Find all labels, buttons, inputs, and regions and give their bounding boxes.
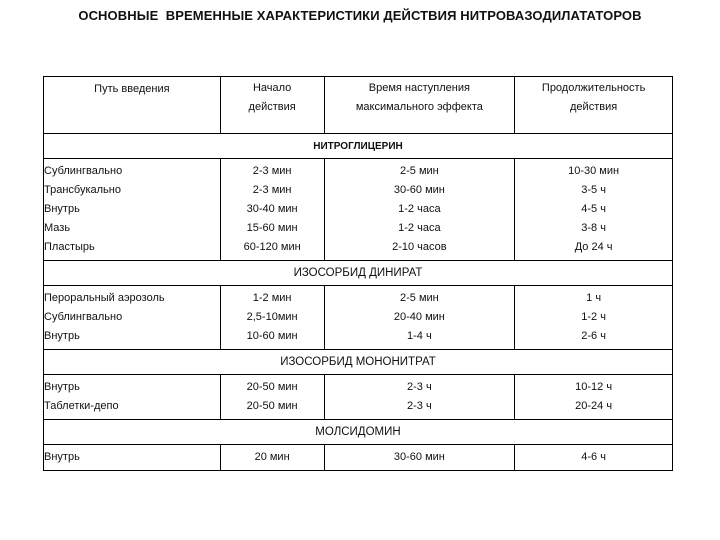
header-onset: [220, 77, 324, 134]
section-row-nitroglycerin: [44, 134, 673, 159]
section-row-isosorbide-mononitrate: [44, 350, 673, 375]
peak-value: 2-5 мин: [399, 292, 439, 304]
onset-value: 2-3 мин: [252, 165, 292, 177]
route-cell: [44, 159, 221, 261]
section-data-nitroglycerin: [44, 159, 673, 261]
onset-cell: [220, 375, 324, 420]
route-value: Мазь: [44, 222, 71, 234]
route-value: Внутрь: [44, 381, 80, 393]
onset-cell: [220, 286, 324, 350]
peak-value: 30-60 мин: [393, 451, 445, 463]
duration-value: 3-8 ч: [581, 222, 606, 234]
section-row-isosorbide-dinitrate: [44, 261, 673, 286]
duration-value: 4-5 ч: [581, 203, 606, 215]
onset-value: 20-50 мин: [246, 400, 298, 412]
peak-value: 2-3 ч: [407, 381, 432, 393]
duration-cell: [515, 445, 673, 471]
peak-value: 2-3 ч: [407, 400, 432, 412]
page-title: ОСНОВНЫЕ ВРЕМЕННЫЕ ХАРАКТЕРИСТИКИ ДЕЙСТВИЯ НИТРОВАЗОДИЛАТАТОРОВ: [78, 8, 642, 23]
section-data-isosorbide-dinitrate: [44, 286, 673, 350]
section-row-molsidomine: [44, 420, 673, 445]
header-duration: [515, 77, 673, 134]
onset-value: 1-2 мин: [252, 292, 292, 304]
onset-value: 30-40 мин: [246, 203, 298, 215]
section-title: МОЛСИДОМИН: [44, 420, 673, 445]
duration-cell: [515, 159, 673, 261]
duration-value: 20-24 ч: [575, 400, 613, 412]
table-header-row: [44, 77, 673, 134]
peak-cell: [324, 445, 515, 471]
peak-value: 2-10 часов: [392, 241, 447, 253]
route-cell: [44, 286, 221, 350]
peak-value: 1-4 ч: [407, 330, 432, 342]
section-title: НИТРОГЛИЦЕРИН: [44, 134, 673, 159]
section-title: ИЗОСОРБИД МОНОНИТРАТ: [44, 350, 673, 375]
duration-value: 10-12 ч: [575, 381, 613, 393]
section-data-molsidomine: [44, 445, 673, 471]
peak-value: 20-40 мин: [393, 311, 445, 323]
duration-value: 2-6 ч: [581, 330, 606, 342]
route-value: Сублингвально: [44, 165, 123, 177]
onset-value: 20 мин: [254, 451, 290, 463]
duration-value: 4-6 ч: [581, 451, 606, 463]
route-value: Пластырь: [44, 241, 95, 253]
duration-cell: [515, 375, 673, 420]
header-duration-line-1: Продолжительность: [541, 82, 646, 94]
duration-value: 10-30 мин: [568, 165, 620, 177]
route-value: Внутрь: [44, 203, 80, 215]
onset-value: 2,5-10мин: [246, 311, 298, 323]
onset-value: 60-120 мин: [243, 241, 301, 253]
onset-cell: [220, 445, 324, 471]
route-value: Внутрь: [44, 451, 80, 463]
route-value: Сублингвально: [44, 311, 123, 323]
route-cell: [44, 445, 221, 471]
header-duration-line-2: действия: [570, 101, 618, 113]
route-cell: [44, 375, 221, 420]
duration-value: 1 ч: [586, 292, 602, 304]
duration-cell: [515, 286, 673, 350]
duration-value: 3-5 ч: [581, 184, 606, 196]
duration-value: До 24 ч: [574, 241, 613, 253]
header-peak: [324, 77, 515, 134]
onset-cell: [220, 159, 324, 261]
peak-cell: [324, 286, 515, 350]
route-value: Пероральный аэрозоль: [44, 292, 165, 304]
section-title: ИЗОСОРБИД ДИНИРАТ: [44, 261, 673, 286]
header-peak-line-2: максимального эффекта: [355, 101, 483, 113]
route-value: Внутрь: [44, 330, 80, 342]
peak-value: 1-2 часа: [398, 203, 441, 215]
peak-cell: [324, 375, 515, 420]
section-data-isosorbide-mononitrate: [44, 375, 673, 420]
peak-cell: [324, 159, 515, 261]
header-onset-line-1: Начало: [252, 82, 292, 94]
peak-value: 30-60 мин: [393, 184, 445, 196]
onset-value: 15-60 мин: [246, 222, 298, 234]
timing-table: [43, 76, 673, 471]
header-route: [44, 77, 221, 134]
peak-value: 2-5 мин: [399, 165, 439, 177]
onset-value: 10-60 мин: [246, 330, 298, 342]
header-peak-line-1: Время наступления: [368, 82, 470, 94]
route-value: Трансбукально: [44, 184, 121, 196]
onset-value: 20-50 мин: [246, 381, 298, 393]
duration-value: 1-2 ч: [581, 311, 606, 323]
header-route-text: Путь введения: [94, 83, 170, 95]
onset-value: 2-3 мин: [252, 184, 292, 196]
route-value: Таблетки-депо: [44, 400, 119, 412]
peak-value: 1-2 часа: [398, 222, 441, 234]
header-onset-line-2: действия: [248, 101, 296, 113]
